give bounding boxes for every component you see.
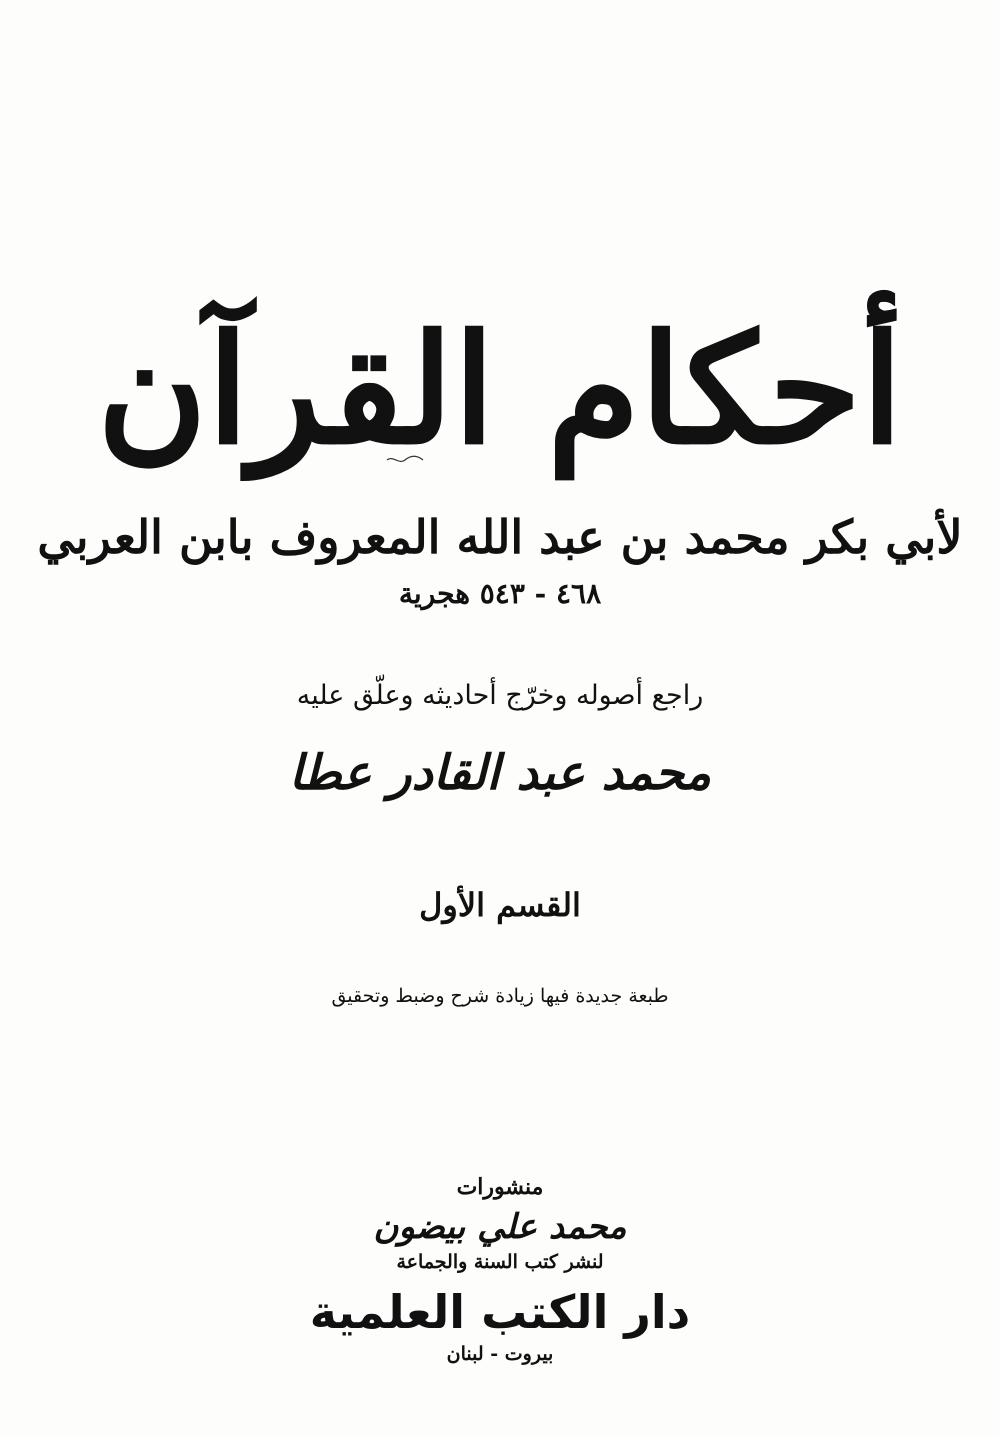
author-dates: ٤٦٨ - ٥٤٣ هجرية bbox=[398, 577, 602, 610]
ornament-icon bbox=[385, 455, 425, 465]
edition-note: طبعة جديدة فيها زيادة شرح وضبط وتحقيق bbox=[331, 985, 669, 1007]
volume-section: القسم الأول bbox=[419, 886, 581, 924]
publisher-person: محمد علي بيضون bbox=[373, 1207, 627, 1247]
author-line: لأبي بكر محمد بن عبد الله المعروف بابن العربي bbox=[37, 510, 963, 564]
publisher-house: دار الكتب العلمية bbox=[309, 1285, 691, 1339]
reviewer-name: محمد عبد القادر عطا bbox=[288, 745, 712, 801]
publisher-label: منشورات bbox=[456, 1174, 544, 1200]
reviewer-label: راجع أصوله وخرّج أحاديثه وعلّق عليه bbox=[296, 680, 704, 711]
book-title: أحكام القرآن bbox=[97, 302, 903, 478]
publisher-city: بيروت - لبنان bbox=[446, 1343, 554, 1365]
publisher-subtitle: لنشر كتب السنة والجماعة bbox=[396, 1251, 604, 1273]
